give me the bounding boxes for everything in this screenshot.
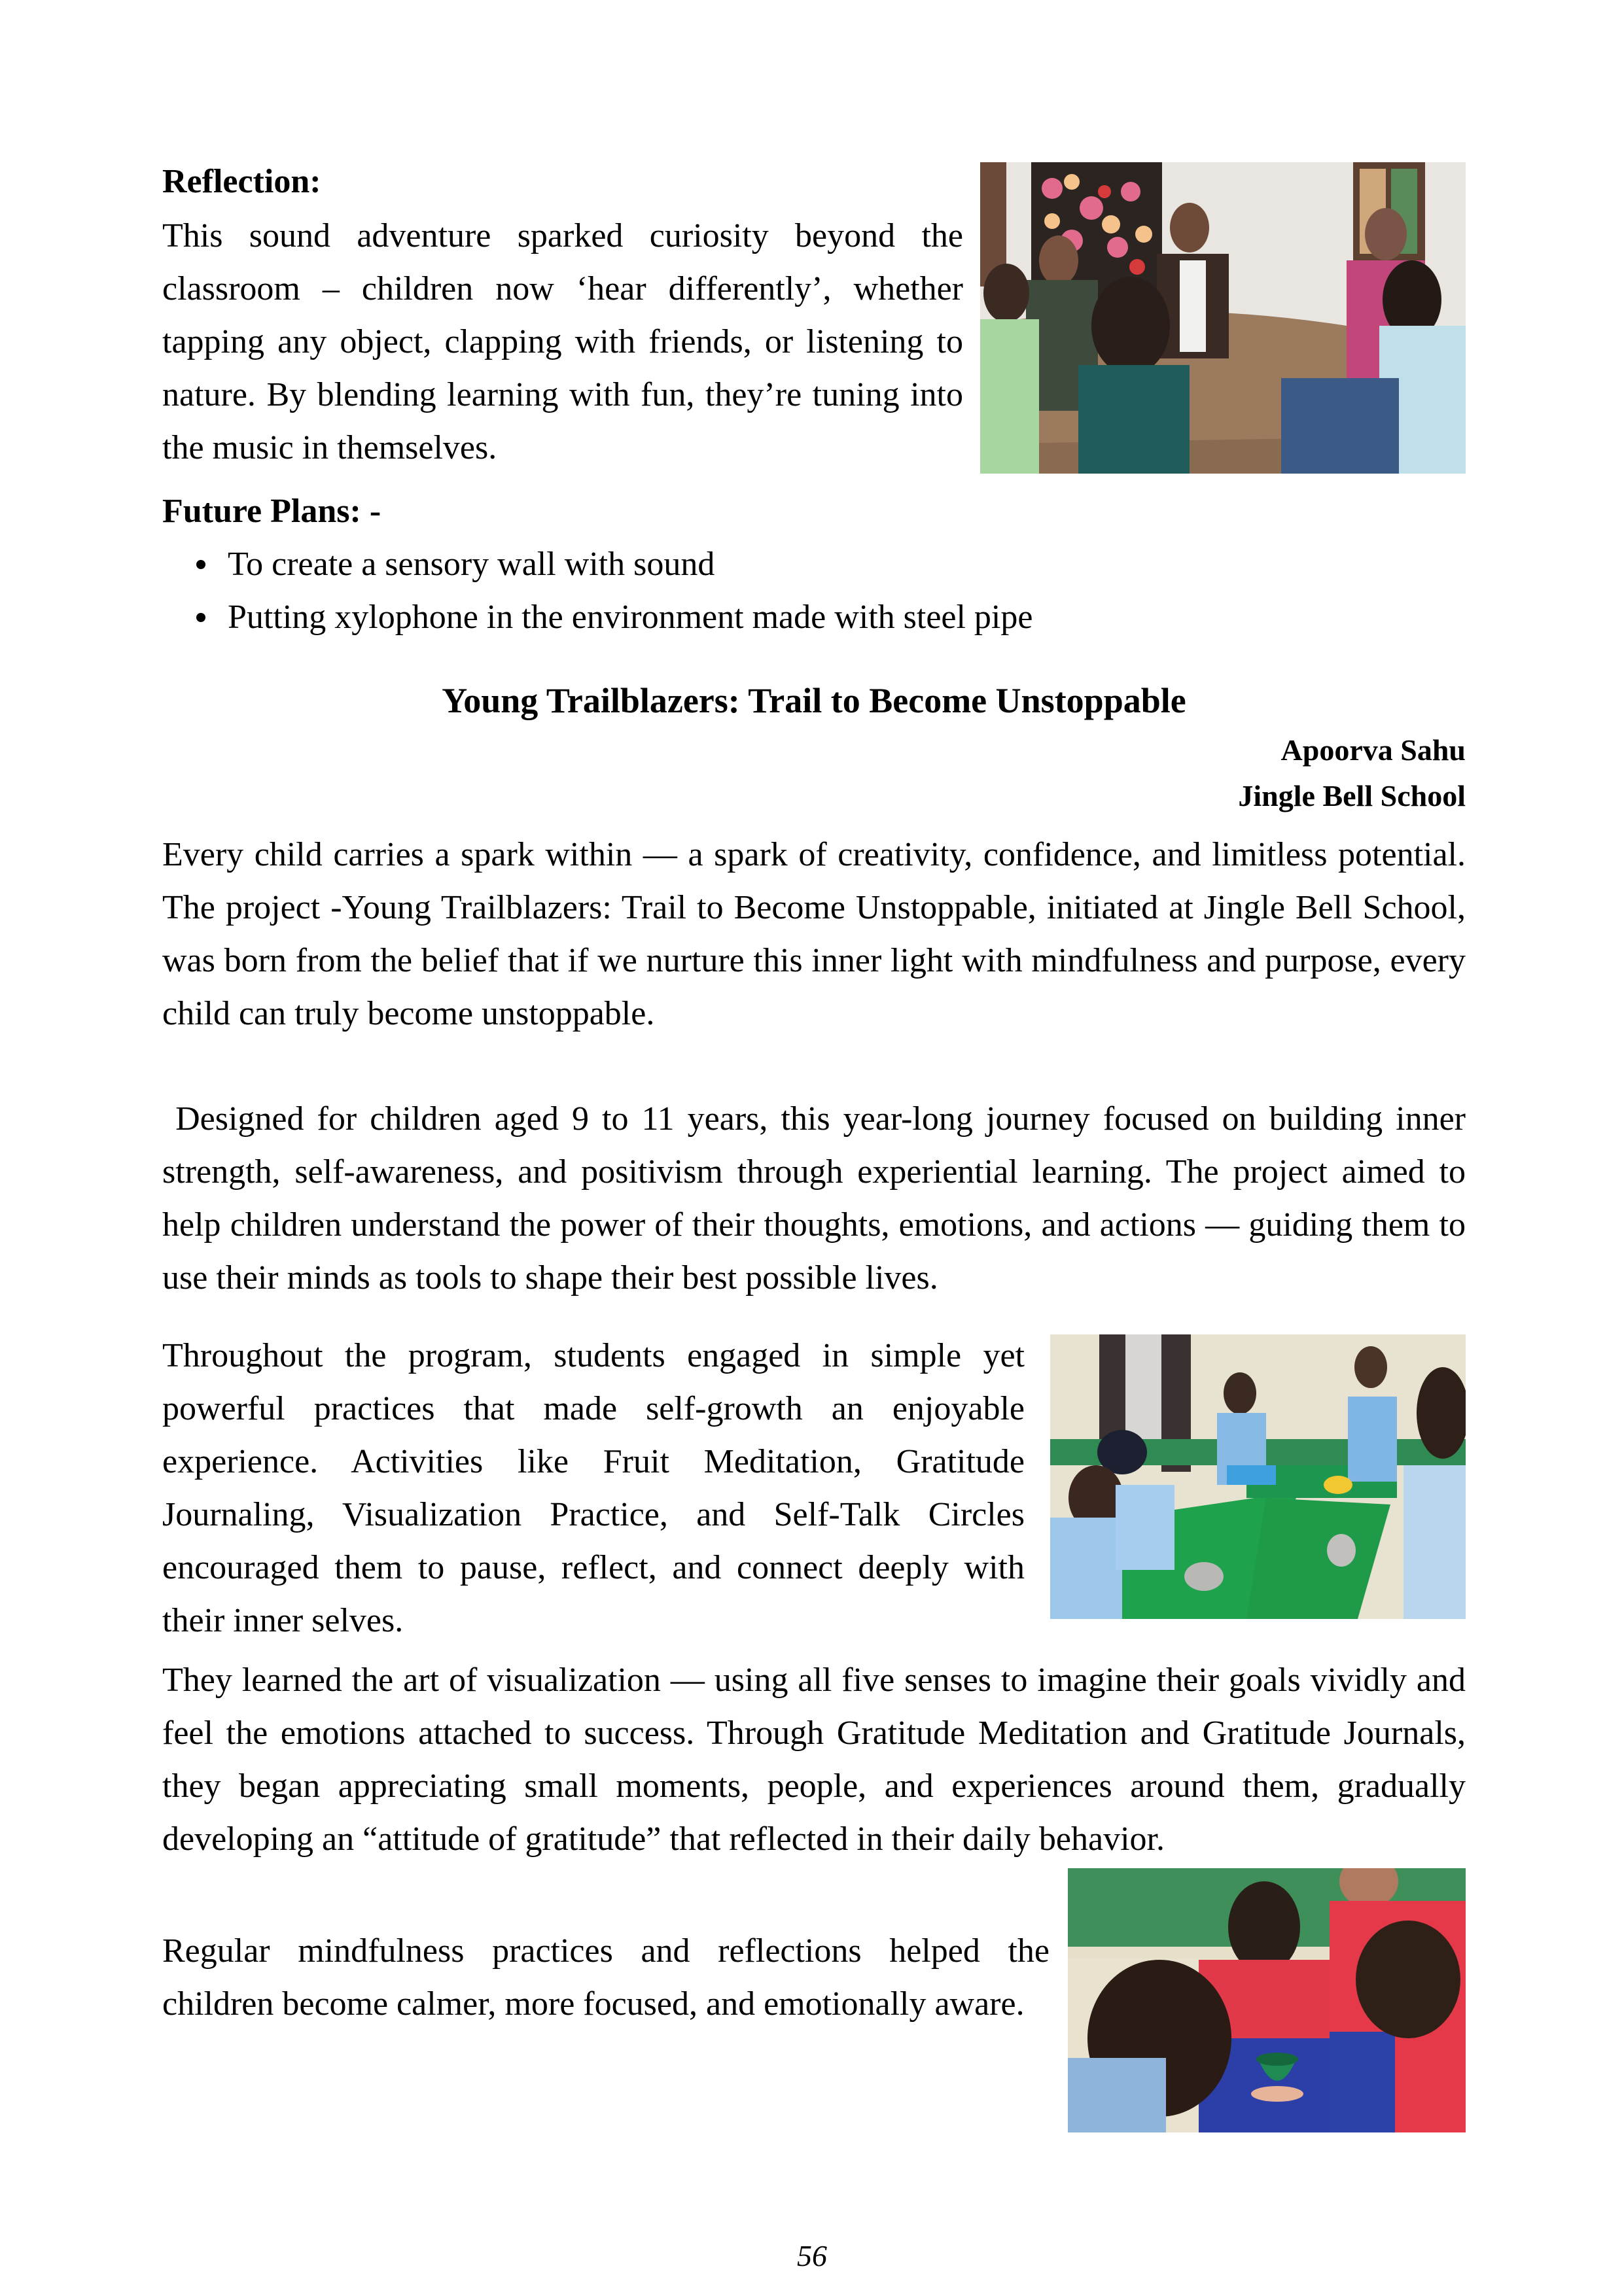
meeting-photo <box>980 162 1466 474</box>
page-number: 56 <box>797 2239 827 2272</box>
reflection-text: This sound adventure sparked curiosity beyond the classroom – children now ‘hear differently’, whether tapping any object, clapping with friends, or listening to nature. By blending learning with fun, they’re tuning into the music in themselves. <box>162 217 963 466</box>
article-paragraph-3: Throughout the program, students engaged in simple yet powerful practices that made self-growth an enjoyable experience. Activities like Fruit Meditation, Gratitude Journaling, Visualization Practice, and Self-Talk Circles encouraged them to pause, reflect, and connect deeply with their inner selves. <box>162 1337 1025 1639</box>
meeting-photo-image <box>980 162 1466 474</box>
future-plans-heading: Future Plans: - <box>162 493 381 530</box>
reflection-paragraph <box>162 209 963 474</box>
byline <box>981 727 1466 819</box>
reflection-heading: Reflection: <box>162 163 321 200</box>
future-plan-item: To create a sensory wall with sound <box>162 538 1405 591</box>
fruit-meditation-photo-image <box>1050 1334 1466 1619</box>
school-name: Jingle Bell School <box>1238 779 1466 812</box>
article-paragraph-5: Regular mindfulness practices and reflections helped the children become calmer, more focused, and emotionally aware. <box>162 1932 1050 2023</box>
article-paragraph-4: They learned the art of visualization — using all five senses to imagine their goals vividly and feel the emotions attached to success. Through Gratitude Meditation and Gratitude Journals, they began appreciating small moments, people, and experiences around them, gradually developing an “attitude of gratitude” that reflected in their daily behavior. <box>162 1661 1466 1858</box>
singing-bowl-photo <box>1068 1868 1466 2132</box>
bullet-icon <box>196 560 205 569</box>
future-plan-item: Putting xylophone in the environment made with steel pipe <box>162 591 1405 644</box>
article-title: Young Trailblazers: Trail to Become Unstoppable <box>442 681 1186 720</box>
fruit-meditation-photo <box>1050 1334 1466 1619</box>
author-name: Apoorva Sahu <box>1280 733 1466 767</box>
future-plans-list <box>162 538 1405 644</box>
bullet-icon <box>196 613 205 622</box>
article-paragraph-1: Every child carries a spark within — a spark of creativity, confidence, and limitless potential. The project -Young Trailblazers: Trail to Become Unstoppable, initiated at Jingle Bell School, was born from the belief that if we nurture this inner light with mindfulness and purpose, every child can truly become unstoppable. <box>162 836 1466 1032</box>
article-paragraph-2: Designed for children aged 9 to 11 years, this year-long journey focused on building inner strength, self-awareness, and positivism through experiential learning. The project aimed to help children understand the power of their thoughts, emotions, and actions — guiding them to use their minds as tools to shape their best possible lives. <box>162 1100 1474 1296</box>
singing-bowl-photo-image <box>1068 1868 1466 2132</box>
